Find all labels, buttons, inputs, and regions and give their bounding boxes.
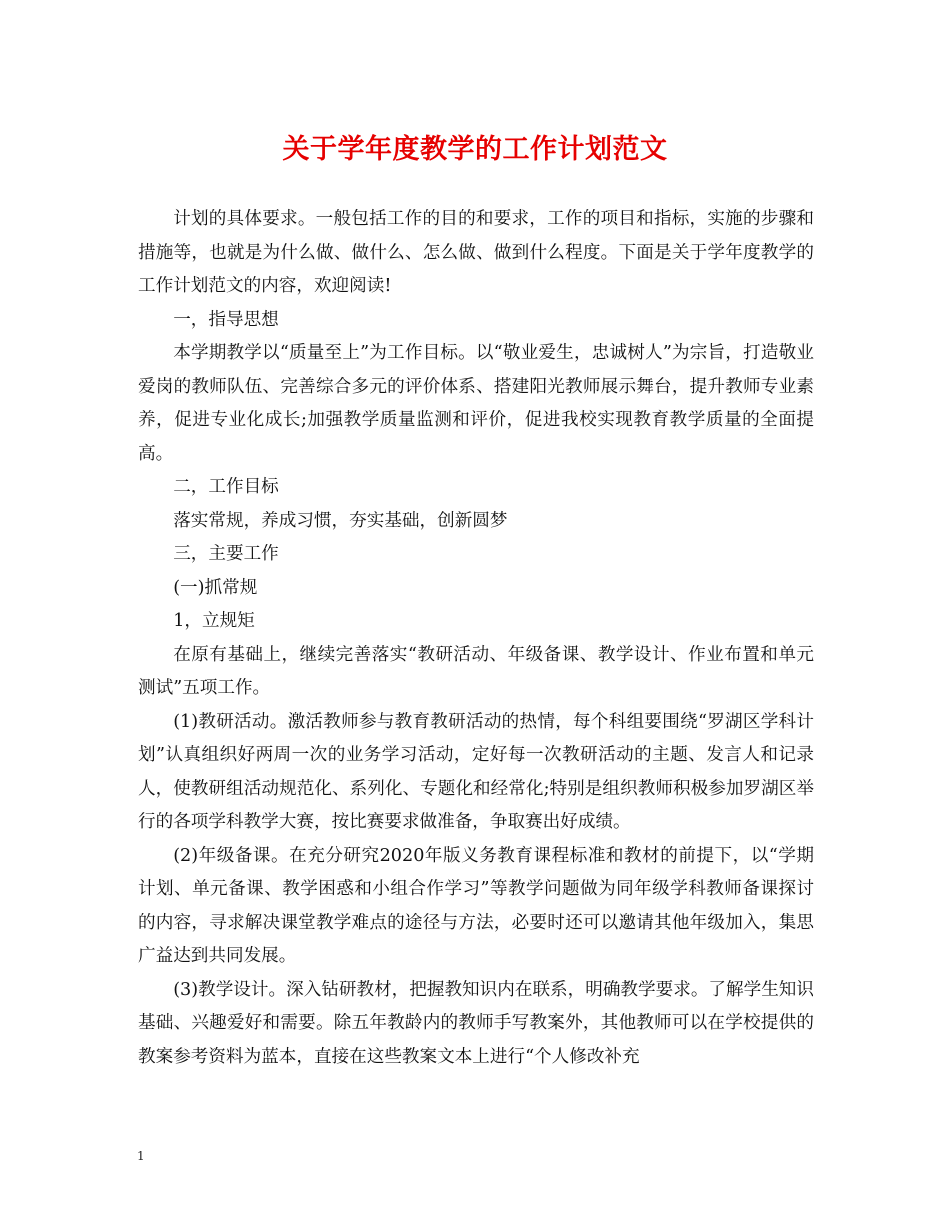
paragraph-guiding-ideology: 本学期教学以“质量至上”为工作目标。以“敬业爱生，忠诚树人”为宗旨，打造敬业爱岗的教师队伍、完善综合多元的评价体系、搭建阳光教师展示舞台，提升教师专业素养，促进专业化成长;加强教学质量监测和评价，促进我校实现教育教学质量的全面提高。 <box>138 343 814 464</box>
page-number: 1 <box>137 1149 145 1163</box>
paragraph-rules: 在原有基础上，继续完善落实“教研活动、年级备课、教学设计、作业布置和单元测试”五项工作。 <box>138 644 814 698</box>
paragraph-teaching-design: (3)教学设计。深入钻研教材，把握教知识内在联系，明确教学要求。了解学生知识基础、兴趣爱好和需要。除五年教龄内的教师手写教案外，其他教师可以在学校提供的教案参考资料为蓝本，直接在这些教案文本上进行“个人修改补充 <box>138 979 814 1067</box>
paragraph-intro: 计划的具体要求。一般包括工作的目的和要求，工作的项目和指标，实施的步骤和措施等，也就是为什么做、做什么、怎么做、做到什么程度。下面是关于学年度教学的工作计划范文的内容，欢迎阅读! <box>138 209 814 296</box>
document-title: 关于学年度教学的工作计划范文 <box>282 134 668 165</box>
paragraph-work-goals: 落实常规，养成习惯，夯实基础，创新圆梦 <box>173 510 508 531</box>
document-body <box>138 203 814 1074</box>
subheading-rules: 1，立规矩 <box>173 611 255 631</box>
heading-work-goals: 二，工作目标 <box>173 477 279 497</box>
paragraph-grade-preparation: (2)年级备课。在充分研究2020年版义务教育课程标准和教材的前提下，以“学期计划、单元备课、教学困惑和小组合作学习”等教学问题做为同年级学科教师备课探讨的内容，寻求解决课堂教学难点的途径与方法，必要时还可以邀请其他年级加入，集思广益达到共同发展。 <box>138 845 814 966</box>
heading-main-work: 三，主要工作 <box>173 544 279 564</box>
subheading-routine: (一)抓常规 <box>173 577 258 598</box>
paragraph-teaching-research: (1)教研活动。激活教师参与教育教研活动的热情，每个科组要围绕“罗湖区学科计划”认真组织好两周一次的业务学习活动，定好每一次教研活动的主题、发言人和记录人，使教研组活动规范化、系列化、专题化和经常化;特别是组织教师积极参加罗湖区举行的各项学科教学大赛，按比赛要求做准备，争取赛出好成绩。 <box>138 711 814 832</box>
heading-guiding-ideology: 一，指导思想 <box>173 309 279 330</box>
